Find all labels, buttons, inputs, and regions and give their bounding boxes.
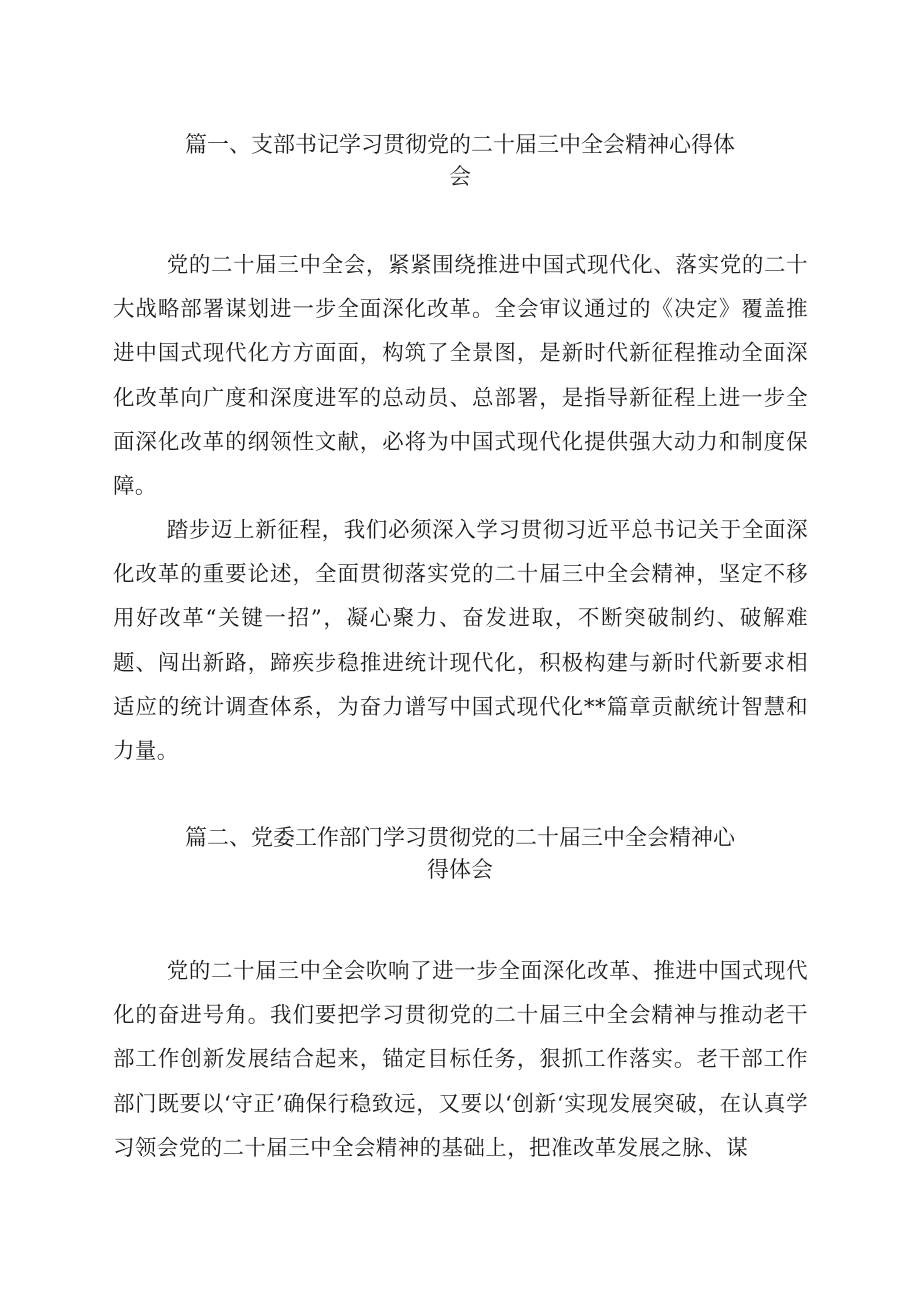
section1-title-line1: 篇一、支部书记学习贯彻党的二十届三中全会精神心得体	[184, 133, 735, 158]
section1-title	[140, 130, 780, 194]
section2-title	[140, 823, 780, 887]
section2-title-line2: 得体会	[426, 858, 493, 883]
section2-paragraph-1: 党的二十届三中全会吹响了进一步全面深化改革、推进中国式现代化的奋进号角。我们要把学习贯彻党的二十届三中全会精神与推动老干部工作创新发展结合起来，锚定目标任务，狠抓工作落实。老干部工作部门既要以‘守正’确保行稳致远，又要以‘创新‘实现发展突破，在认真学习领会党的二十届三中全会精神的基础上，把准改革发展之脉、谋	[113, 959, 808, 1161]
section2-title-line1: 篇二、党委工作部门学习贯彻党的二十届三中全会精神心	[184, 826, 735, 851]
section1-paragraph-1: 党的二十届三中全会，紧紧围绕推进中国式现代化、落实党的二十大战略部署谋划进一步全面深化改革。全会审议通过的《决定》覆盖推进中国式现代化方方面面，构筑了全景图，是新时代新征程推动全面深化改革向广度和深度进军的总动员、总部署，是指导新征程上进一步全面深化改革的纲领性文献，必将为中国式现代化提供强大动力和制度保障。	[113, 253, 808, 500]
section1-title-line2: 会	[448, 165, 471, 190]
section1-paragraph-2: 踏步迈上新征程，我们必须深入学习贯彻习近平总书记关于全面深化改革的重要论述，全面贯彻落实党的二十届三中全会精神，坚定不移用好改革“关键一招”，凝心聚力、奋发进取，不断突破制约、破解难题、闯出新路，蹄疾步稳推进统计现代化，积极构建与新时代新要求相适应的统计调查体系，为奋力谱写中国式现代化**篇章贡献统计智慧和力量。	[113, 518, 808, 765]
